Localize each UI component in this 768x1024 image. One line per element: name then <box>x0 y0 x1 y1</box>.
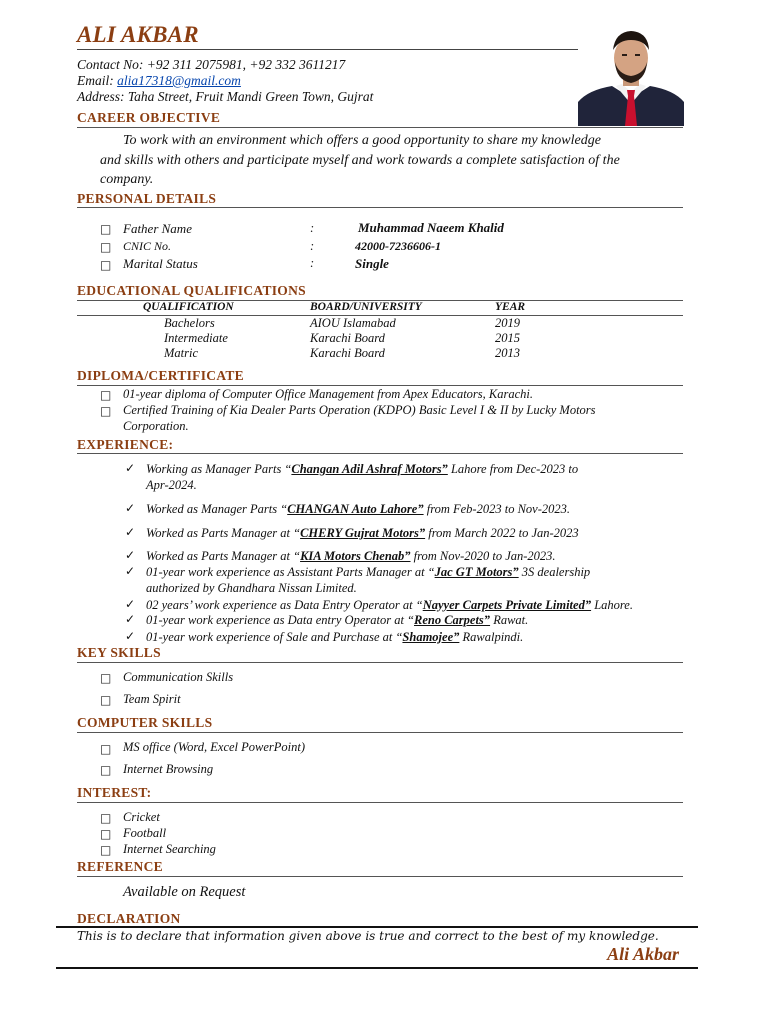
bullet-box-icon: □ <box>100 240 112 254</box>
bullet-box-icon: □ <box>100 222 112 236</box>
father-name-value: Muhammad Naeem Khalid <box>358 220 504 235</box>
cnic-sep: : <box>310 239 315 253</box>
bullet-box-icon: □ <box>100 843 112 857</box>
diploma-rule <box>77 385 683 386</box>
education-col-qualification: QUALIFICATION <box>143 301 234 313</box>
computer-skill-item: MS office (Word, Excel PowerPoint) <box>123 740 306 754</box>
experience-item-continued: authorized by Ghandhara Nissan Limited. <box>146 581 357 595</box>
check-icon: ✓ <box>125 597 136 611</box>
declaration-heading: DECLARATION <box>77 911 181 926</box>
bullet-box-icon: □ <box>100 742 112 756</box>
bullet-box-icon: □ <box>100 671 112 685</box>
email-label: Email: <box>77 73 118 88</box>
check-icon: ✓ <box>125 501 136 515</box>
name-underline <box>77 49 578 50</box>
email-link[interactable]: alia17318@gmail.com <box>117 73 241 88</box>
bullet-box-icon: □ <box>100 388 112 402</box>
candidate-name: ALI AKBAR <box>77 22 199 47</box>
personal-details-rule <box>77 207 683 208</box>
employer-name: CHANGAN Auto Lahore” <box>287 502 424 516</box>
marital-status-value: Single <box>355 256 389 271</box>
interest-item: Internet Searching <box>123 842 216 856</box>
education-board: Karachi Board <box>310 331 385 345</box>
bullet-box-icon: □ <box>100 763 112 777</box>
key-skill-item: Communication Skills <box>123 670 234 684</box>
experience-item: Worked as Parts Manager at “KIA Motors Chenab” from Nov-2020 to Jan-2023. <box>146 549 556 563</box>
experience-item-continued: Apr-2024. <box>146 478 197 492</box>
address-line: Address: Taha Street, Fruit Mandi Green Town, Gujrat <box>77 89 374 104</box>
employer-name: Shamojee” <box>402 630 460 644</box>
career-objective-heading: CAREER OBJECTIVE <box>77 110 221 125</box>
education-col-year: YEAR <box>495 301 526 313</box>
interest-rule <box>77 802 683 803</box>
check-icon: ✓ <box>125 564 136 578</box>
employer-name: Reno Carpets” <box>414 613 491 627</box>
declaration-text: This is to declare that information given above is true and correct to the best of my knowledge. <box>77 929 659 943</box>
experience-item: 02 years’ work experience as Data Entry Operator at “Nayyer Carpets Private Limited” Lahore. <box>146 598 633 612</box>
experience-heading: EXPERIENCE: <box>77 437 174 452</box>
declaration-bottom-rule <box>56 967 698 969</box>
reference-rule <box>77 876 683 877</box>
key-skill-item: Team Spirit <box>123 692 181 706</box>
experience-item: 01-year work experience of Sale and Purchase at “Shamojee” Rawalpindi. <box>146 630 524 644</box>
reference-heading: REFERENCE <box>77 859 163 874</box>
contact-numbers: Contact No: +92 311 2075981, +92 332 3611217 <box>77 57 346 72</box>
education-year: 2019 <box>495 316 520 330</box>
computer-skills-rule <box>77 732 683 733</box>
cnic-value: 42000-7236606-1 <box>355 239 441 253</box>
objective-line-3: company. <box>100 172 154 187</box>
education-year: 2015 <box>495 331 520 345</box>
career-objective-rule <box>77 127 683 128</box>
education-heading: EDUCATIONAL QUALIFICATIONS <box>77 283 306 298</box>
key-skills-rule <box>77 662 683 663</box>
diploma-item-continued: Corporation. <box>123 419 189 433</box>
marital-status-label: Marital Status <box>123 256 198 271</box>
experience-item: Worked as Manager Parts “CHANGAN Auto Lahore” from Feb-2023 to Nov-2023. <box>146 502 570 516</box>
education-col-board: BOARD/UNIVERSITY <box>310 301 422 313</box>
education-qualification: Bachelors <box>164 316 215 330</box>
key-skills-heading: KEY SKILLS <box>77 645 161 660</box>
employer-name: Nayyer Carpets Private Limited” <box>422 598 592 612</box>
bullet-box-icon: □ <box>100 404 112 418</box>
interest-item: Football <box>123 826 167 840</box>
father-name-label: Father Name <box>123 221 192 236</box>
computer-skill-item: Internet Browsing <box>123 762 214 776</box>
profile-photo <box>578 20 684 126</box>
computer-skills-heading: COMPUTER SKILLS <box>77 715 213 730</box>
marital-status-sep: : <box>310 256 315 270</box>
check-icon: ✓ <box>125 525 136 539</box>
email-line <box>77 73 241 89</box>
diploma-item: Certified Training of Kia Dealer Parts Operation (KDPO) Basic Level I & II by Lucky Motors <box>123 403 596 417</box>
experience-item: Working as Manager Parts “Changan Adil Ashraf Motors” Lahore from Dec-2023 to <box>146 462 579 476</box>
declaration-top-rule <box>56 926 698 928</box>
bullet-box-icon: □ <box>100 258 112 272</box>
objective-line-2: and skills with others and participate myself and work towards a complete satisfaction of the <box>100 153 620 168</box>
father-name-sep: : <box>310 221 315 235</box>
personal-details-heading: PERSONAL DETAILS <box>77 191 217 206</box>
experience-item: 01-year work experience as Data entry Operator at “Reno Carpets” Rawat. <box>146 613 529 627</box>
check-icon: ✓ <box>125 629 136 643</box>
bullet-box-icon: □ <box>100 811 112 825</box>
employer-name: KIA Motors Chenab” <box>300 549 411 563</box>
check-icon: ✓ <box>125 612 136 626</box>
employer-name: Changan Adil Ashraf Motors” <box>291 462 448 476</box>
cnic-label: CNIC No. <box>123 239 172 253</box>
bullet-box-icon: □ <box>100 827 112 841</box>
check-icon: ✓ <box>125 548 136 562</box>
employer-name: CHERY Gujrat Motors” <box>300 526 426 540</box>
experience-item: Worked as Parts Manager at “CHERY Gujrat Motors” from March 2022 to Jan-2023 <box>146 526 579 540</box>
experience-rule <box>77 453 683 454</box>
bullet-box-icon: □ <box>100 693 112 707</box>
education-board: AIOU Islamabad <box>310 316 396 330</box>
diploma-heading: DIPLOMA/CERTIFICATE <box>77 368 244 383</box>
education-year: 2013 <box>495 346 520 360</box>
interest-item: Cricket <box>123 810 160 824</box>
experience-item: 01-year work experience as Assistant Parts Manager at “Jac GT Motors” 3S dealership <box>146 565 591 579</box>
signature-name: Ali Akbar <box>607 944 679 964</box>
education-board: Karachi Board <box>310 346 385 360</box>
check-icon: ✓ <box>125 461 136 475</box>
diploma-item: 01-year diploma of Computer Office Management from Apex Educators, Karachi. <box>123 387 534 401</box>
education-qualification: Intermediate <box>164 331 228 345</box>
objective-line-1: To work with an environment which offers a good opportunity to share my knowledge <box>123 133 601 148</box>
interest-heading: INTEREST: <box>77 785 152 800</box>
employer-name: Jac GT Motors” <box>434 565 519 579</box>
education-qualification: Matric <box>164 346 199 360</box>
reference-text: Available on Request <box>123 884 246 900</box>
